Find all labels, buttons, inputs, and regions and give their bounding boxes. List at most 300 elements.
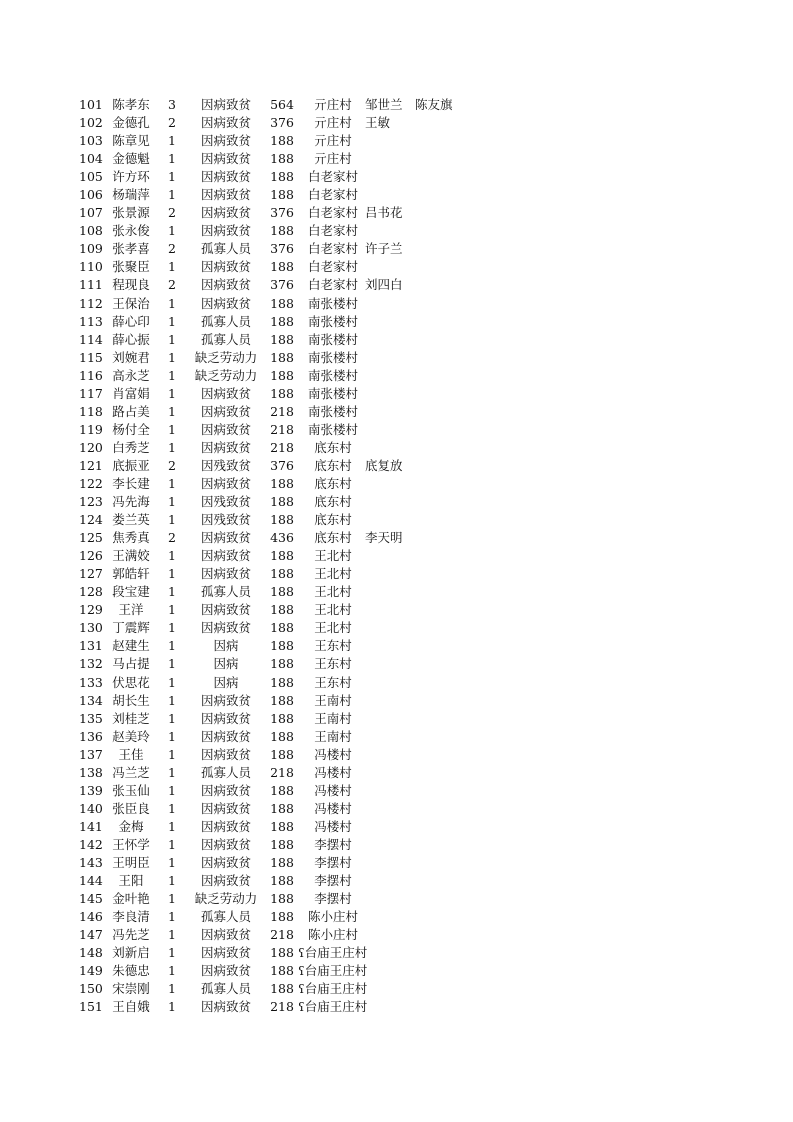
poverty-reason: 因残致贫: [200, 494, 251, 510]
row-number: 115: [79, 349, 103, 365]
person-name: 王明臣: [112, 854, 150, 870]
poverty-reason: 因病致贫: [200, 999, 251, 1015]
household-count: 1: [168, 331, 176, 347]
amount: 188: [270, 169, 294, 185]
table-row: [0, 962, 793, 980]
amount: 188: [270, 836, 294, 852]
village-name: 王北村: [314, 566, 352, 582]
row-number: 150: [79, 981, 103, 997]
row-number: 128: [79, 584, 103, 600]
person-name: 路占美: [112, 403, 150, 419]
row-number: 136: [79, 728, 103, 744]
row-number: 106: [79, 187, 103, 203]
village-name: 王东村: [314, 638, 352, 654]
row-number: 109: [79, 241, 103, 257]
table-row: [0, 258, 793, 276]
amount: 218: [270, 999, 294, 1015]
row-number: 119: [79, 421, 103, 437]
poverty-reason: 因病致贫: [200, 692, 251, 708]
household-count: 1: [168, 385, 176, 401]
person-name: 冯先海: [112, 494, 150, 510]
poverty-reason: 因病致贫: [200, 133, 251, 149]
village-name: ʕ台庙王庄村: [298, 999, 368, 1015]
row-number: 117: [79, 385, 103, 401]
row-number: 102: [79, 115, 103, 131]
household-count: 1: [168, 475, 176, 491]
village-name: 白老家村: [307, 223, 358, 239]
person-name: 程现良: [112, 277, 150, 293]
person-name: 陈章见: [112, 133, 150, 149]
row-number: 114: [79, 331, 103, 347]
row-number: 137: [79, 746, 103, 762]
village-name: 冯楼村: [314, 764, 352, 780]
village-name: 冯楼村: [314, 746, 352, 762]
table-row: [0, 439, 793, 457]
person-name: 段宝建: [112, 584, 150, 600]
table-row: [0, 403, 793, 421]
row-number: 143: [79, 854, 103, 870]
poverty-reason: 因病致贫: [200, 439, 251, 455]
amount: 218: [270, 927, 294, 943]
row-number: 133: [79, 674, 103, 690]
row-number: 112: [79, 295, 103, 311]
amount: 188: [270, 602, 294, 618]
household-count: 1: [168, 403, 176, 419]
person-name: 高永芝: [112, 367, 150, 383]
village-name: 白老家村: [307, 277, 358, 293]
member-name-1: 李天明: [365, 530, 403, 546]
member-name-1: 许子兰: [365, 241, 403, 257]
poverty-reason: 因病致贫: [200, 115, 251, 131]
village-name: 亓庄村: [314, 151, 352, 167]
poverty-reason: 因残致贫: [200, 457, 251, 473]
poverty-reason: 因病致贫: [200, 169, 251, 185]
poverty-reason: 因病致贫: [200, 548, 251, 564]
person-name: 白秀芝: [112, 439, 150, 455]
row-number: 101: [79, 97, 103, 112]
table-row: [0, 728, 793, 746]
table-row: [0, 619, 793, 637]
table-row: [0, 132, 793, 150]
person-name: 冯兰芝: [112, 764, 150, 780]
row-number: 151: [79, 999, 103, 1015]
village-name: 李摆村: [314, 836, 352, 852]
amount: 188: [270, 295, 294, 311]
poverty-reason: 因病致贫: [200, 277, 251, 293]
poverty-reason: 因病致贫: [200, 295, 251, 311]
village-name: 白老家村: [307, 169, 358, 185]
village-name: 陈小庄村: [307, 927, 358, 943]
village-name: 王南村: [314, 692, 352, 708]
poverty-reason: 因病致贫: [200, 836, 251, 852]
amount: 188: [270, 584, 294, 600]
household-count: 2: [168, 277, 176, 293]
table-row: [0, 908, 793, 926]
member-name-1: 刘四白: [365, 277, 403, 293]
amount: 188: [270, 800, 294, 816]
amount: 188: [270, 313, 294, 329]
village-name: 王南村: [314, 710, 352, 726]
poverty-reason: 因病致贫: [200, 620, 251, 636]
row-number: 108: [79, 223, 103, 239]
member-name-1: 吕书花: [365, 205, 403, 221]
table-row: [0, 998, 793, 1016]
village-name: 王东村: [314, 674, 352, 690]
village-name: 白老家村: [307, 241, 358, 257]
row-number: 145: [79, 891, 103, 907]
household-count: 1: [168, 692, 176, 708]
household-count: 1: [168, 151, 176, 167]
village-name: 王南村: [314, 728, 352, 744]
person-name: 张景源: [112, 205, 150, 221]
person-name: 杨付全: [112, 421, 150, 437]
table-row: [0, 782, 793, 800]
poverty-reason: 缺乏劳动力: [194, 891, 258, 907]
row-number: 147: [79, 927, 103, 943]
household-count: 1: [168, 421, 176, 437]
row-number: 127: [79, 566, 103, 582]
household-count: 1: [168, 295, 176, 311]
table-row: [0, 890, 793, 908]
household-count: 1: [168, 638, 176, 654]
village-name: ʕ台庙王庄村: [298, 945, 368, 961]
person-name: 宋崇刚: [112, 981, 150, 997]
poverty-reason: 孤寡人员: [200, 981, 251, 997]
poverty-reason: 因病致贫: [200, 187, 251, 203]
row-number: 134: [79, 692, 103, 708]
amount: 188: [270, 494, 294, 510]
household-count: 1: [168, 963, 176, 979]
village-name: 王北村: [314, 602, 352, 618]
table-row: [0, 854, 793, 872]
household-count: 1: [168, 945, 176, 961]
table-row: [0, 349, 793, 367]
member-name-1: 底复放: [365, 457, 403, 473]
person-name: 许方环: [112, 169, 150, 185]
row-number: 126: [79, 548, 103, 564]
household-count: 1: [168, 746, 176, 762]
household-count: 1: [168, 548, 176, 564]
table-row: [0, 655, 793, 673]
table-row: [0, 331, 793, 349]
row-number: 110: [79, 259, 103, 275]
person-name: 李长建: [112, 475, 150, 491]
village-name: 南张楼村: [307, 331, 358, 347]
table-row: [0, 872, 793, 890]
table-row: [0, 547, 793, 565]
table-row: [0, 818, 793, 836]
table-row: [0, 565, 793, 583]
amount: 188: [270, 674, 294, 690]
village-name: ʕ台庙王庄村: [298, 963, 368, 979]
table-row: [0, 583, 793, 601]
table-row: [0, 421, 793, 439]
person-name: 杨瑞萍: [112, 187, 150, 203]
household-count: 1: [168, 909, 176, 925]
village-name: 白老家村: [307, 259, 358, 275]
village-name: 南张楼村: [307, 313, 358, 329]
poverty-reason: 因病致贫: [200, 854, 251, 870]
table-row: [0, 276, 793, 294]
row-number: 129: [79, 602, 103, 618]
village-name: 南张楼村: [307, 421, 358, 437]
person-name: 金德孔: [112, 115, 150, 131]
amount: 188: [270, 475, 294, 491]
household-count: 1: [168, 656, 176, 672]
person-name: 王满姣: [112, 548, 150, 564]
household-count: 1: [168, 313, 176, 329]
amount: 564: [270, 97, 294, 112]
table-row: [0, 692, 793, 710]
table-row: [0, 204, 793, 222]
amount: 376: [270, 205, 294, 221]
household-count: 1: [168, 512, 176, 528]
amount: 188: [270, 728, 294, 744]
row-number: 140: [79, 800, 103, 816]
table-row: [0, 186, 793, 204]
person-name: 底振亚: [112, 457, 150, 473]
table-row: [0, 980, 793, 998]
row-number: 144: [79, 873, 103, 889]
amount: 188: [270, 133, 294, 149]
member-name-2: 陈友旗: [415, 97, 453, 112]
amount: 188: [270, 620, 294, 636]
household-count: 1: [168, 620, 176, 636]
row-number: 141: [79, 818, 103, 834]
village-name: 亓庄村: [314, 133, 352, 149]
person-name: 张永俊: [112, 223, 150, 239]
table-row: [0, 800, 793, 818]
row-number: 131: [79, 638, 103, 654]
poverty-reason: 因病致贫: [200, 800, 251, 816]
member-name-1: 邹世兰: [365, 97, 403, 112]
person-name: 李良清: [112, 909, 150, 925]
amount: 188: [270, 151, 294, 167]
table-row: [0, 168, 793, 186]
poverty-reason: 孤寡人员: [200, 584, 251, 600]
village-name: 王北村: [314, 584, 352, 600]
household-count: 3: [168, 97, 176, 112]
village-name: 李摆村: [314, 891, 352, 907]
poverty-reason: 缺乏劳动力: [194, 349, 258, 365]
amount: 188: [270, 349, 294, 365]
amount: 218: [270, 764, 294, 780]
household-count: 1: [168, 891, 176, 907]
amount: 188: [270, 692, 294, 708]
amount: 376: [270, 115, 294, 131]
person-name: 郭皓轩: [112, 566, 150, 582]
row-number: 139: [79, 782, 103, 798]
person-name: 赵美玲: [112, 728, 150, 744]
amount: 188: [270, 223, 294, 239]
household-count: 1: [168, 836, 176, 852]
household-count: 1: [168, 873, 176, 889]
poverty-reason: 因病致贫: [200, 530, 251, 546]
household-count: 1: [168, 494, 176, 510]
household-count: 1: [168, 728, 176, 744]
person-name: 王阳: [118, 873, 144, 889]
poverty-reason: 因病致贫: [200, 205, 251, 221]
village-name: 底东村: [314, 512, 352, 528]
household-count: 1: [168, 133, 176, 149]
household-count: 1: [168, 349, 176, 365]
amount: 376: [270, 241, 294, 257]
row-number: 105: [79, 169, 103, 185]
poverty-reason: 孤寡人员: [200, 241, 251, 257]
row-number: 107: [79, 205, 103, 221]
row-number: 132: [79, 656, 103, 672]
row-number: 122: [79, 475, 103, 491]
amount: 188: [270, 963, 294, 979]
poverty-reason: 因病致贫: [200, 963, 251, 979]
amount: 376: [270, 457, 294, 473]
table-row: [0, 222, 793, 240]
row-number: 142: [79, 836, 103, 852]
row-number: 146: [79, 909, 103, 925]
village-name: 王北村: [314, 548, 352, 564]
poverty-reason: 因病致贫: [200, 566, 251, 582]
person-name: 刘桂芝: [112, 710, 150, 726]
household-count: 1: [168, 981, 176, 997]
table-row: [0, 240, 793, 258]
village-name: 南张楼村: [307, 385, 358, 401]
household-count: 1: [168, 999, 176, 1015]
household-count: 2: [168, 241, 176, 257]
amount: 188: [270, 638, 294, 654]
amount: 376: [270, 277, 294, 293]
household-count: 1: [168, 367, 176, 383]
person-name: 伏思花: [112, 674, 150, 690]
poverty-reason: 孤寡人员: [200, 909, 251, 925]
amount: 188: [270, 981, 294, 997]
table-row: [0, 295, 793, 313]
amount: 188: [270, 854, 294, 870]
person-name: 胡长生: [112, 692, 150, 708]
amount: 188: [270, 710, 294, 726]
person-name: 丁震辉: [112, 620, 150, 636]
person-name: 金梅: [118, 818, 144, 834]
household-count: 1: [168, 764, 176, 780]
row-number: 130: [79, 620, 103, 636]
amount: 188: [270, 782, 294, 798]
person-name: 王佳: [118, 746, 144, 762]
amount: 188: [270, 367, 294, 383]
household-count: 2: [168, 457, 176, 473]
table-row: [0, 529, 793, 547]
village-name: 王东村: [314, 656, 352, 672]
village-name: 冯楼村: [314, 800, 352, 816]
table-row: [0, 601, 793, 619]
row-number: 113: [79, 313, 103, 329]
village-name: 底东村: [314, 439, 352, 455]
poverty-reason: 因病致贫: [200, 403, 251, 419]
row-number: 104: [79, 151, 103, 167]
row-number: 135: [79, 710, 103, 726]
person-name: 薛心振: [112, 331, 150, 347]
person-name: 刘婉君: [112, 349, 150, 365]
member-name-1: 王敏: [365, 115, 391, 131]
household-count: 1: [168, 800, 176, 816]
amount: 218: [270, 403, 294, 419]
table-row: [0, 746, 793, 764]
table-row: [0, 114, 793, 132]
table-row: [0, 96, 793, 114]
poverty-reason: 因病: [213, 656, 239, 672]
poverty-reason: 孤寡人员: [200, 764, 251, 780]
row-number: 111: [79, 277, 103, 293]
amount: 188: [270, 385, 294, 401]
amount: 188: [270, 818, 294, 834]
household-count: 1: [168, 674, 176, 690]
household-count: 1: [168, 710, 176, 726]
household-count: 1: [168, 927, 176, 943]
household-count: 1: [168, 169, 176, 185]
village-name: 李摆村: [314, 873, 352, 889]
poverty-reason: 因病致贫: [200, 421, 251, 437]
household-count: 1: [168, 223, 176, 239]
household-count: 2: [168, 530, 176, 546]
person-name: 王保治: [112, 295, 150, 311]
amount: 188: [270, 909, 294, 925]
row-number: 148: [79, 945, 103, 961]
household-count: 1: [168, 818, 176, 834]
table-row: [0, 511, 793, 529]
village-name: ʕ台庙王庄村: [298, 981, 368, 997]
poverty-reason: 缺乏劳动力: [194, 367, 258, 383]
person-name: 王怀学: [112, 836, 150, 852]
village-name: 底东村: [314, 457, 352, 473]
person-name: 王自娥: [112, 999, 150, 1015]
person-name: 肖富娟: [112, 385, 150, 401]
table-row: [0, 367, 793, 385]
amount: 188: [270, 746, 294, 762]
table-row: [0, 313, 793, 331]
amount: 188: [270, 259, 294, 275]
row-number: 116: [79, 367, 103, 383]
table-row: [0, 944, 793, 962]
table-row: [0, 836, 793, 854]
row-number: 149: [79, 963, 103, 979]
person-name: 赵建生: [112, 638, 150, 654]
table-row: [0, 385, 793, 403]
poverty-reason: 因病致贫: [200, 151, 251, 167]
person-name: 焦秀真: [112, 530, 150, 546]
amount: 188: [270, 656, 294, 672]
amount: 188: [270, 566, 294, 582]
poverty-reason: 因病致贫: [200, 385, 251, 401]
table-row: [0, 150, 793, 168]
village-name: 陈小庄村: [307, 909, 358, 925]
amount: 188: [270, 945, 294, 961]
person-name: 薛心印: [112, 313, 150, 329]
poverty-reason: 因病致贫: [200, 602, 251, 618]
village-name: 李摆村: [314, 854, 352, 870]
poverty-reason: 因病致贫: [200, 475, 251, 491]
person-name: 王洋: [118, 602, 144, 618]
person-name: 金德魁: [112, 151, 150, 167]
roster-table: [0, 96, 793, 1016]
village-name: 南张楼村: [307, 367, 358, 383]
amount: 188: [270, 548, 294, 564]
person-name: 马占提: [112, 656, 150, 672]
household-count: 2: [168, 115, 176, 131]
amount: 218: [270, 439, 294, 455]
village-name: 白老家村: [307, 205, 358, 221]
poverty-reason: 因病致贫: [200, 873, 251, 889]
person-name: 金叶艳: [112, 891, 150, 907]
person-name: 张孝喜: [112, 241, 150, 257]
village-name: 亓庄村: [314, 115, 352, 131]
